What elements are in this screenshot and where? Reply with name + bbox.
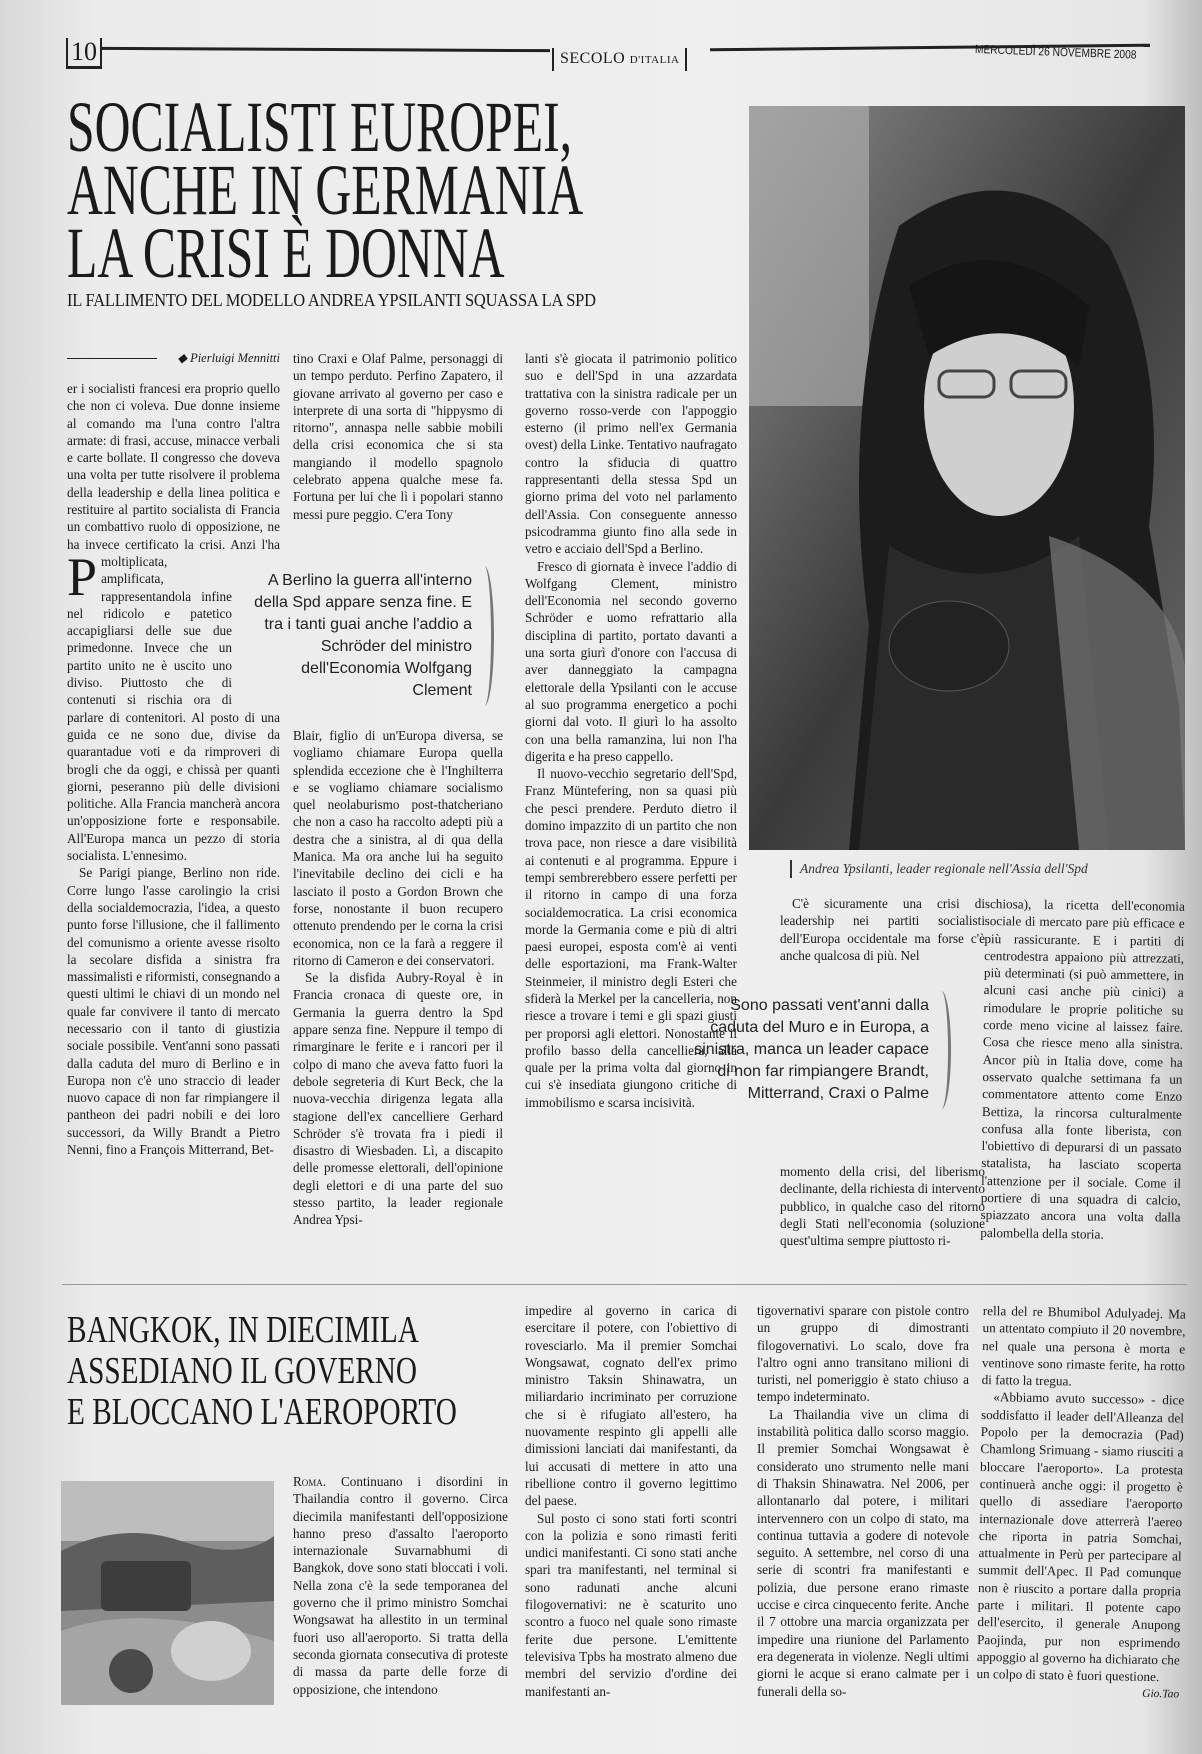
bangkok-column-1	[293, 1473, 508, 1718]
paragraph: rella del re Bhumibol Adulyadej. Ma un attentato compiuto il 20 novembre, nel quale una persona è morta e ventinove sono rimaste ferite, ha rotto di fatto la tregua.	[981, 1302, 1186, 1389]
article-column-5	[980, 895, 1185, 1254]
paragraph: tigovernativi sparare con pistole contro un gruppo di dimostranti filogovernativi. Lo scalo, dove fra l'altro ogni anno transitano milioni di turisti, nel pomeriggio è stato chiuso a tempo indeterminato.	[757, 1303, 969, 1405]
headline-line: ANCHE IN GERMANIA	[67, 150, 584, 230]
article-photo	[749, 106, 1185, 850]
paragraph: tino Craxi e Olaf Palme, personaggi di un tempo perduto. Perfino Zapatero, il giovane arrivato al governo per caso e interprete di una sorta di "hippysmo di ritorno", annaspa nelle sabbie mobili della crisi economica che si sta mangiando il modello spagnolo celebrato appena qualche mese fa. Fortuna per lui che lì i popolari stanno messi pure peggio. C'era Tony	[293, 351, 503, 522]
article-column-4-top	[780, 895, 985, 965]
newspaper-name-main: SECOLO	[560, 50, 626, 67]
article-column-1	[67, 380, 280, 1260]
issue-date: MERCOLEDÌ 26 NOVEMBRE 2008	[974, 42, 1137, 62]
article-column-2-top	[293, 350, 503, 524]
paragraph: Sul posto ci sono stati forti scontri con la polizia e sono rimasti feriti undici manifestanti. Ci sono stati anche spari tra manifestanti, nel terminal si sono radunati anche alcuni filogovernativi: ne è scaturito uno scontro a fuoco nel quale sono rimaste ferite due persone. L'emittente televisiva Tpbs ha mostrato almeno due membri del servizio d'ordine dei manifestanti an-	[525, 1510, 737, 1699]
headline-line: BANGKOK, IN DIECIMILA	[67, 1309, 419, 1351]
drop-cap: P	[67, 547, 98, 607]
article-divider	[62, 1284, 1187, 1285]
paragraph: Se Parigi piange, Berlino non ride. Corre lungo l'asse carolingio la crisi della socialdemocrazia, l'idea, a questo punto forse l'illusione, che il fallimento del comunismo a oriente avesse risolto la secolare disfida a sinistra fra massimalisti e riformisti, consegnando a questi ultimi le chiavi di un mondo nel quale far convivere il tanto di mercato necessario con il tanto di giustizia sociale possibile. Vent'anni sono passati dalla caduta del muro di Berlino e in Europa non c'è uno straccio di leader nuovo capace di non far rimpiangere il pantheon dei padri nobili e dei loro successori, da Willy Brandt a Pietro Nenni, fino a François Mitterrand, Bet-	[67, 865, 280, 1158]
pull-quote-1	[240, 570, 472, 702]
subheadline: IL FALLIMENTO DEL MODELLO ANDREA YPSILANTI SQUASSA LA SPD	[67, 290, 596, 310]
header-rule-left	[100, 47, 550, 52]
pull-quote-2	[693, 995, 929, 1105]
pull-quote-text: Sono passati vent'anni dalla caduta del Muro e in Europa, a sinistra, manca un leader capace di non far rimpiangere Brandt, Mitterrand, Craxi o Palme	[694, 997, 929, 1102]
paragraph: momento della crisi, del liberismo declinante, della richiesta di intervento pubblico, in qualche caso del ritorno degli Stati nell'economia (soluzione quest'ultima sempre piuttosto ri-	[780, 1164, 985, 1249]
protest-photo	[61, 1481, 274, 1705]
bangkok-column-3	[757, 1302, 969, 1718]
paragraph-text: Continuano i disordini in Thailandia contro il governo. Circa diecimila manifestanti dell'opposizione hanno preso d'assalto l'aeroporto internazionale Suvarnabhumi di Bangkok, dove sono stati bloccati i voli. Nella zona c'è la sede temporanea del governo che il primo ministro Somchai Wongsawat ha allestito in un terminal fuori uso all'aeroporto. Si tratta della seconda giornata consecutiva di proteste di massa da parte delle forze di opposizione, che intendono	[293, 1474, 508, 1697]
byline-rule	[67, 358, 157, 359]
paragraph: schiosa), la ricetta dell'economia sociale di mercato pare più efficace e più rassicurante. E i partiti di centrodestra appaiono più attrezzati, più determinati (si può ammettere, in alcuni casi anche più cinici) a rimodulare le proprie politiche su corde meno vicine al laissez faire. Cosa che riesce meno alla sinistra. Ancor più in Italia dove, come ha osservato qualche settimana fa un commentatore attento come Enzo Bettiza, la rincorsa culturalmente confusa alla fonte liberista, con l'obiettivo di depurarsi di un passato statalista, ha lasciato scoperta l'attenzione per il sociale. Come il portiere di una squadra di calcio, spiazzato ancora una volta dalla palombella della storia.	[980, 895, 1185, 1242]
article-column-4-bottom	[780, 1163, 985, 1251]
paragraph: «Abbiamo avuto successo» - dice soddisfatto il leader dell'Alleanza del Popolo per la democrazia (Pad) Chamlong Srimuang - siamo riusciti a bloccare l'aeroporto». La protesta continuerà anche oggi: il progetto è quello di assediare l'aeroporto internazionale dove atterrerà l'aereo che riporta in patria Somchai, attualmente in Perù per partecipare al summit dell'Apec. Il Pad comunque non è riuscito a portare dalla propria parte i militari. Il potente capo dell'esercito, il generale Anupong Paojinda, pur non esprimendo appoggio al governo ha dichiarato che un colpo di stato è fuori questione.	[976, 1389, 1185, 1685]
main-headline	[67, 87, 584, 293]
page-number: 10	[66, 38, 102, 69]
paragraph: Blair, figlio di un'Europa diversa, se vogliamo chiamare Europa quella splendida eccezione che è l'Inghilterra e se vogliamo chiamare socialismo quel neolaburismo post-thatcheriano che non a caso ha raccolto adepti più a destra che a sinistra, al di qua della Manica. Ma ora anche lui ha seguito l'inevitabile declino dei cicli e ha lasciato il posto a Gordon Brown che forse, nonostante il buon recupero ottenuto prendendo per le corna la crisi economica, non ce la farà a reggere il ritorno di Cameron e dei conservatori.	[293, 728, 503, 968]
dateline: Roma.	[293, 1474, 327, 1489]
paragraph: Fresco di giornata è invece l'addio di Wolfgang Clement, ministro dell'Economia nel secondo governo Schröder e uomo refrattario alla disciplina di partito, portato davanti a una sorta giurì d'onore con l'accusa di aver danneggiato la campagna elettorale della Ypsilanti con le accuse al suo programma energetico a pochi giorni dal voto. Il giurì lo ha assolto con una bella ramanzina, lui non l'ha digerita e ha preso cappello.	[525, 558, 737, 764]
paragraph: La Thailandia vive un clima di instabilità politica dallo scorso maggio. Il premier Somchai Wongsawat è considerato uno strumento nelle mani di Thaksin Shinawatra. Nel 2006, per allontanarlo dal potere, i militari intervennero con un colpo di stato, ma continua tuttavia a godere di notevole seguito. A settembre, nel corso di una serie di scontri fra manifestanti e polizia, due persone erano rimaste uccise e circa cinquecento ferite. Anche il 7 ottobre una marcia organizzata per impedire una riunione del Parlamento era degenerata in violenze. Negli ultimi giorni le acque si erano calmate per i funerali della so-	[757, 1406, 969, 1699]
byline: ◆ Pierluigi Mennitti	[67, 350, 280, 366]
pull-quote-text: A Berlino la guerra all'interno della Spd appare senza fine. E tra i tanti guai anche l'addio a Schröder del ministro dell'Economia Wolfgang Clement	[254, 572, 472, 699]
bangkok-headline	[67, 1310, 457, 1433]
headline-line: ASSEDIANO IL GOVERNO	[67, 1350, 418, 1392]
quote-bracket-icon	[475, 566, 494, 706]
headline-line: SOCIALISTI EUROPEI,	[67, 87, 573, 167]
newspaper-name-suffix: D'ITALIA	[629, 54, 680, 66]
paragraph: C'è sicuramente una crisi di leadership nei partiti socialisti dell'Europa occidentale ma forse c'è anche qualcosa di più. Nel	[780, 896, 985, 963]
paragraph: er i socialisti francesi era proprio quello che non ci voleva. Due donne insieme al comando ma l'una contro l'altra armate: di frasi, accuse, minacce verbali e carte bollate. Il congresso che doveva una volta per tutte risolvere il problema della leadership e della linea politica e restituire al partito socialista di Francia un combattivo ruolo di opposizione, ne ha invece certificato la crisi. Anzi l'ha moltiplicata, amplificata, rappresentandola infine nel ridicolo e patetico accapigliarsi delle sue due primedonne. Invece che un partito unito ne è uscito uno diviso. Piuttosto che di contenuti si rischia ora di parlare di contenitori. Al posto di una guida ce ne sono due, divise da quarantadue voti e da rimproveri di brogli che da oggi, e chissà per quanti giorni, peseranno più delle divisioni politiche. Alla Francia mancherà ancora un'opposizione forte e responsabile. All'Europa manca un pezzo di storia socialista. L'ennesimo.	[67, 381, 280, 864]
author-name: Pierluigi Mennitti	[190, 351, 280, 365]
bangkok-column-2	[525, 1302, 737, 1718]
paragraph: Se la disfida Aubry-Royal è in Francia cronaca di queste ore, in Germania la guerra dentro la Spd appare senza fine. Neppure il tempo di rimarginare le ferite e i rancori per il colpo di mano che aveva fatto fuori la debole segreteria di Kurt Beck, che la nuova-vecchia dirigenza legata alla stagione dell'ex cancelliere Gerhard Schröder s'è trovata fra i piedi il disastro di Wiesbaden. Lì, a discapito delle promesse elettorali, dell'opinione degli elettori e di una parte del suo stesso partito, la leader regionale Andrea Ypsi-	[293, 970, 503, 1228]
paragraph: lanti s'è giocata il patrimonio politico suo e dell'Spd in una azzardata trattativa con la sinistra radicale per un governo rosso-verde con l'appoggio esterno (il primo nell'ex Germania ovest) della Linke. Tentativo naufragato contro la sfiducia di quattro rappresentanti della stessa Spd un giorno prima del voto nel parlamento dell'Assia. Con conseguente annesso psicodramma giunto fino alla sede in vetro e acciaio dell'Spd a Berlino.	[525, 351, 737, 557]
article-column-3	[525, 350, 737, 1260]
paragraph	[293, 1473, 508, 1698]
protest-crowd-image	[61, 1481, 274, 1705]
headline-line: E BLOCCANO L'AEROPORTO	[67, 1391, 457, 1433]
quote-bracket-icon	[932, 991, 951, 1109]
newspaper-name	[552, 48, 687, 71]
author-signature: Gio.Tao	[1142, 1687, 1180, 1701]
bangkok-column-4	[976, 1302, 1186, 1725]
headline-line: LA CRISI È DONNA	[67, 213, 505, 293]
woman-portrait-image	[749, 106, 1185, 850]
photo-caption: Andrea Ypsilanti, leader regionale nell'Assia dell'Spd	[790, 860, 1088, 878]
article-column-2-bottom	[293, 727, 503, 1260]
paragraph: Il nuovo-vecchio segretario dell'Spd, Franz Müntefering, non sa quasi più che pesci prendere. Perduto dietro il domino impazzito di un partito che non trova pace, non riesce a dare visibilità ai contenuti e al programma. Eppure i tempi sembrerebbero essere perfetti per il ritorno in campo di una forza socialdemocratica. La crisi economica morde la Germania come e più di altri paesi europei, esposta com'è ai venti delle esportazioni, ma Frank-Walter Steinmeier, il ministro degli Esteri che sfiderà la Merkel per la cancelleria, non riesce a trovare i temi e gli spazi giusti per proporsi agli elettori. Nonostante il profilo basso della cancelliera, alla quale per la prima volta dal giorno in cui s'è insediata giungono critiche di immobilismo e scarsa incisività.	[525, 766, 737, 1110]
paragraph: impedire al governo in carica di esercitare il potere, con l'obiettivo di rovesciarlo. Ma il premier Somchai Wongsawat, cognato dell'ex primo ministro Taksin Shinawatra, un miliardario incriminato per corruzione che si è rifugiato all'estero, ha nuovamente respinto gli appelli alle dimissioni lanciati dai manifestanti, da lui accusati di mettere in atto una ribellione contro il governo legittimo del paese.	[525, 1303, 737, 1509]
